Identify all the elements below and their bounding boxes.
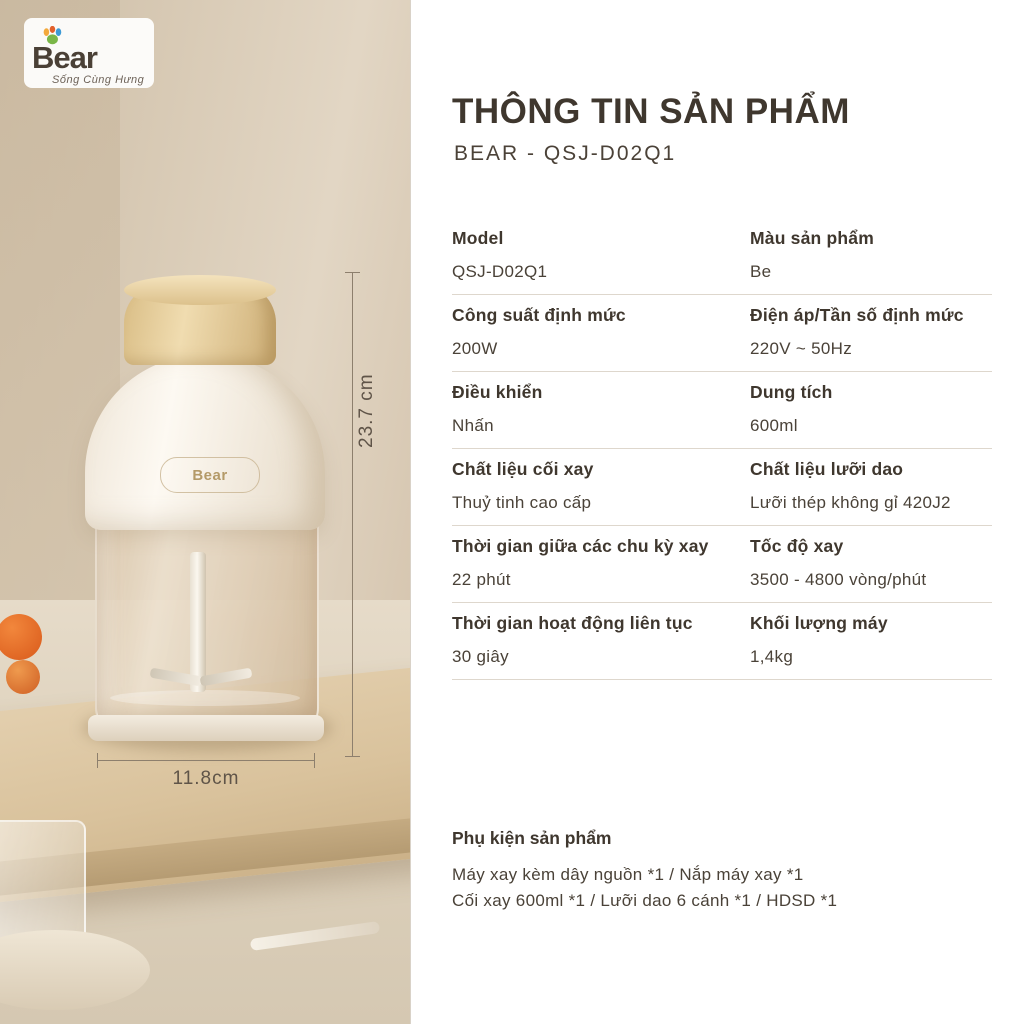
brand-logo-text: Bear xyxy=(32,40,97,75)
table-row xyxy=(452,603,992,680)
spec-label: Điện áp/Tần số định mức xyxy=(750,305,964,325)
spec-value: 200W xyxy=(452,339,498,358)
spec-cell-right xyxy=(722,613,992,667)
width-dimension-label: 11.8cm xyxy=(172,768,240,789)
table-row xyxy=(452,295,992,372)
spec-label: Chất liệu lưỡi dao xyxy=(750,459,904,479)
spec-cell-right xyxy=(722,305,992,359)
spec-value: 1,4kg xyxy=(750,647,794,666)
spec-value: 600ml xyxy=(750,416,798,435)
spec-value: Be xyxy=(750,262,772,281)
height-dimension-line xyxy=(352,272,353,757)
vertical-divider xyxy=(410,0,411,1024)
spec-cell-left xyxy=(452,536,722,590)
spec-cell-right xyxy=(722,228,992,282)
spec-value: QSJ-D02Q1 xyxy=(452,262,548,281)
page-subtitle: BEAR - QSJ-D02Q1 xyxy=(454,142,677,165)
spec-label: Khối lượng máy xyxy=(750,613,888,633)
spec-cell-left xyxy=(452,305,722,359)
spec-cell-right xyxy=(722,536,992,590)
photo-tomato-small xyxy=(6,660,40,694)
spec-cell-left xyxy=(452,613,722,667)
spec-value: 30 giây xyxy=(452,647,509,666)
spec-label: Chất liệu cối xay xyxy=(452,459,594,479)
photo-brand-plate-text: Bear xyxy=(192,466,228,484)
spec-label: Model xyxy=(452,228,504,248)
photo-blade-shaft xyxy=(190,552,206,692)
table-row xyxy=(452,372,992,449)
table-row xyxy=(452,526,992,603)
spec-value: Nhấn xyxy=(452,416,494,435)
spec-label: Tốc độ xay xyxy=(750,536,844,556)
spec-label: Điều khiển xyxy=(452,382,543,402)
spec-cell-right xyxy=(722,382,992,436)
spec-panel xyxy=(452,0,992,1024)
height-dimension-label: 23.7 cm xyxy=(356,373,377,448)
spec-cell-left xyxy=(452,228,722,282)
accessories-line-1: Máy xay kèm dây nguồn *1 / Nắp máy xay *1 xyxy=(452,865,804,884)
spec-value: 3500 - 4800 vòng/phút xyxy=(750,570,927,589)
spec-label: Dung tích xyxy=(750,382,833,402)
photo-jar-highlight xyxy=(110,690,300,706)
brand-logo-tagline: Sống Cùng Hưng xyxy=(52,74,145,86)
accessories-line-2: Cối xay 600ml *1 / Lưỡi dao 6 cánh *1 / HDSD *1 xyxy=(452,891,838,910)
photo-gold-cap-top xyxy=(124,275,276,305)
accessories-section xyxy=(452,828,992,917)
page-title: THÔNG TIN SẢN PHẨM xyxy=(452,92,850,131)
spec-label: Thời gian giữa các chu kỳ xay xyxy=(452,536,709,556)
photo-jar-base xyxy=(88,715,324,741)
accessories-label: Phụ kiện sản phẩm xyxy=(452,828,612,848)
spec-label: Công suất định mức xyxy=(452,305,626,325)
spec-cell-right xyxy=(722,459,992,513)
spec-value: Thuỷ tinh cao cấp xyxy=(452,493,592,512)
table-row xyxy=(452,218,992,295)
spec-label: Thời gian hoạt động liên tục xyxy=(452,613,693,633)
spec-label: Màu sản phẩm xyxy=(750,228,874,248)
table-row xyxy=(452,449,992,526)
spec-cell-left xyxy=(452,382,722,436)
width-dimension-line xyxy=(97,760,315,761)
brand-logo xyxy=(24,18,154,88)
spec-cell-left xyxy=(452,459,722,513)
product-photo xyxy=(0,0,410,1024)
spec-value: Lưỡi thép không gỉ 420J2 xyxy=(750,493,951,512)
spec-table xyxy=(452,218,992,680)
spec-value: 220V ~ 50Hz xyxy=(750,339,853,358)
spec-value: 22 phút xyxy=(452,570,511,589)
photo-brand-plate xyxy=(160,457,260,493)
